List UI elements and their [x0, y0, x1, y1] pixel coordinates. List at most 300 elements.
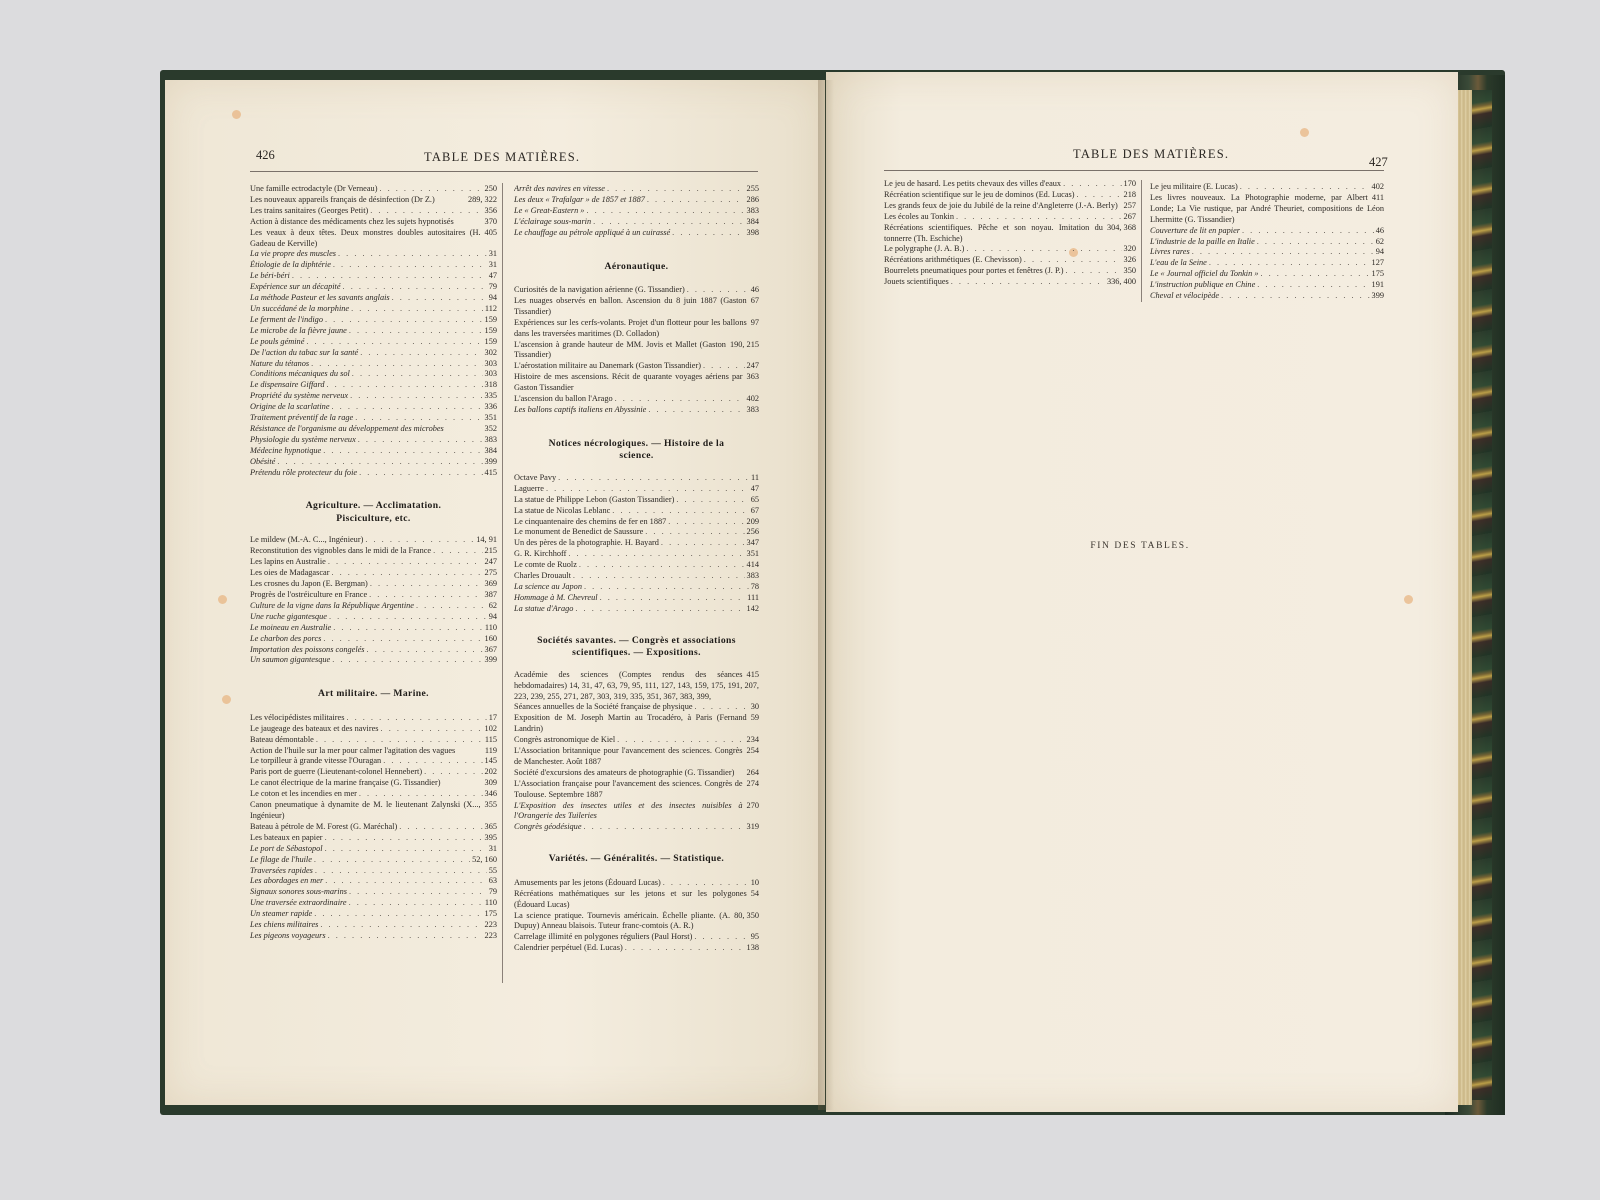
toc-entry-title: Bateau démontable	[250, 734, 314, 744]
toc-entry	[250, 446, 497, 457]
toc-entry-title: Histoire de mes ascensions. Récit de quarante voyages aériens par Gaston Tissandier	[514, 372, 743, 393]
foxing-spot	[232, 110, 241, 119]
toc-entry	[250, 315, 497, 326]
toc-entry-page: 223	[484, 920, 497, 930]
toc-entry	[514, 702, 759, 713]
toc-entry-title: L'Exposition des insectes utiles et des insectes nuisibles à l'Orangerie des Tuileries	[514, 800, 743, 821]
toc-entry-page: 31	[488, 843, 497, 853]
toc-entry-title: Le comte de Ruolz	[514, 560, 577, 570]
dot-leader	[1063, 179, 1121, 190]
toc-entry	[514, 527, 759, 538]
toc-entry	[250, 822, 497, 833]
toc-entry-title: Propriété du système nerveux	[250, 391, 349, 401]
dot-leader	[676, 495, 748, 506]
dot-leader	[315, 866, 487, 877]
toc-entry	[1150, 182, 1384, 193]
toc-entry-page: 384	[746, 216, 759, 226]
toc-entry-title: Jouets scientifiques	[884, 277, 949, 287]
dot-leader	[1240, 182, 1370, 193]
dot-leader	[568, 549, 744, 560]
toc-entry	[514, 889, 759, 911]
dot-leader	[1066, 266, 1122, 277]
toc-entry-title: L'Association française pour l'avancement des sciences. Congrès de Toulouse. Septembre 1887	[514, 778, 743, 799]
toc-entry-page: 415	[746, 669, 759, 679]
toc-entry-title: Les abordages en mer	[250, 876, 324, 886]
toc-entry-page: 127	[1371, 258, 1384, 268]
toc-entry-page: 383	[484, 434, 497, 444]
dot-leader	[355, 413, 482, 424]
toc-entry-page: 267	[1123, 211, 1136, 221]
toc-entry-title: Un steamer rapide	[250, 909, 313, 919]
toc-entry-title: Physiologie du système nerveux	[250, 434, 356, 444]
toc-entry	[514, 184, 759, 195]
toc-entry-page: 415	[484, 467, 497, 477]
toc-entry-title: Les bateaux en papier	[250, 832, 323, 842]
toc-entry	[250, 735, 497, 746]
toc-entry-page: 402	[1371, 182, 1384, 191]
toc-entry-title: L'ascension à grande hauteur de MM. Jovis et Mallet (Gaston Tissandier)	[514, 339, 726, 360]
toc-entry	[250, 228, 497, 250]
toc-entry	[1150, 237, 1384, 248]
toc-list-medicine	[250, 184, 497, 478]
toc-entry-title: Récréations mathématiques sur les jetons et sur les polygones (Édouard Lucas)	[514, 888, 747, 909]
toc-entry-page: 78	[750, 581, 759, 591]
toc-entry-page: 14, 91	[476, 535, 497, 545]
toc-entry	[250, 369, 497, 380]
dot-leader	[316, 735, 483, 746]
toc-entry-title: Les lapins en Australie	[250, 557, 326, 567]
toc-entry-title: Expérience sur un décapité	[250, 282, 341, 292]
toc-entry-title: Étiologie de la diphtérie	[250, 260, 331, 270]
toc-entry	[250, 634, 497, 645]
toc-entry-title: Action à distance des médicaments chez les sujets hypnotisés	[250, 216, 454, 226]
toc-entry-page: 94	[488, 611, 497, 621]
dot-leader	[367, 645, 483, 656]
toc-entry	[250, 931, 497, 942]
toc-entry	[514, 670, 759, 703]
toc-entry	[514, 318, 759, 340]
toc-entry	[250, 546, 497, 557]
toc-entry-title: Le dispensaire Giffard	[250, 380, 325, 390]
dot-leader	[1260, 269, 1369, 280]
dot-leader	[1192, 247, 1374, 258]
toc-entry-page: 395	[484, 832, 497, 842]
dot-leader	[1257, 280, 1369, 291]
toc-entry-title: Les crosnes du Japon (E. Bergman)	[250, 579, 368, 589]
toc-entry-page: 255	[746, 184, 759, 193]
dot-leader	[575, 604, 744, 615]
toc-entry-title: Charles Drouault	[514, 571, 571, 581]
toc-entry-page: 79	[488, 887, 497, 897]
toc-entry-page: 264	[746, 767, 759, 777]
toc-entry-page: 319	[746, 822, 759, 832]
toc-entry	[250, 260, 497, 271]
toc-entry-page: 209	[746, 516, 759, 526]
toc-entry-title: Le chauffage au pétrole appliqué à un cuirassé	[514, 227, 671, 237]
toc-entry-page: 367	[484, 644, 497, 654]
toc-entry-title: De l'action du tabac sur la santé	[250, 347, 359, 357]
toc-entry	[514, 560, 759, 571]
toc-entry-page: 159	[484, 336, 497, 346]
toc-entry-title: Le microbe de la fièvre jaune	[250, 325, 347, 335]
toc-entry-title: Récréation scientifique sur le jeu de dominos (Ed. Lucas)	[884, 189, 1075, 199]
foxing-spot	[1300, 128, 1309, 137]
toc-entry-title: Traitement préventif de la rage	[250, 413, 354, 423]
dot-leader	[672, 228, 744, 239]
toc-entry-page: 145	[484, 756, 497, 766]
toc-entry	[884, 190, 1136, 201]
toc-entry-page: 160	[484, 633, 497, 643]
toc-entry	[514, 593, 759, 604]
toc-entry	[514, 206, 759, 217]
toc-entry-title: Le polygraphe (J. A. B.)	[884, 244, 965, 254]
dot-leader	[365, 535, 474, 546]
toc-entry-title: Le jeu militaire (E. Lucas)	[1150, 182, 1238, 191]
toc-entry-page: 365	[484, 821, 497, 831]
toc-entry-title: Cheval et vélocipède	[1150, 291, 1220, 301]
left-column-1	[250, 184, 497, 942]
toc-entry-page: 47	[488, 271, 497, 281]
toc-entry-title: Une ruche gigantesque	[250, 611, 327, 621]
toc-entry-title: Le cinquantenaire des chemins de fer en 1887	[514, 516, 667, 526]
dot-leader	[695, 702, 749, 713]
toc-entry-title: Origine de la scarlatine	[250, 402, 330, 412]
dot-leader	[694, 932, 748, 943]
toc-entry-title: La science au Japon	[514, 581, 582, 591]
toc-entry-title: Paris port de guerre (Lieutenant-colonel Hennebert)	[250, 767, 423, 777]
dot-leader	[399, 822, 482, 833]
toc-entry-title: Expériences sur les cerfs-volants. Projet d'un flotteur pour les ballons dans les traversées maritimes (D. Colladon)	[514, 317, 747, 338]
toc-entry-title: Un des pères de la photographie. H. Bayard	[514, 538, 659, 548]
toc-entry-title: Un succédané de la morphine	[250, 303, 350, 313]
dot-leader	[607, 184, 745, 195]
toc-entry	[514, 943, 759, 954]
toc-entry-title: Les trains sanitaires (Georges Petit)	[250, 205, 369, 215]
toc-list-societes	[514, 670, 759, 834]
toc-entry	[250, 800, 497, 822]
toc-entry-title: Résistance de l'organisme au développement des microbes	[250, 423, 444, 433]
toc-entry-page: 398	[746, 227, 759, 237]
toc-entry-page: 10	[750, 877, 759, 887]
toc-entry-page: 414	[746, 560, 759, 570]
toc-entry-title: Séances annuelles de la Société française de physique	[514, 702, 693, 712]
dot-leader	[1077, 190, 1122, 201]
dot-leader	[351, 304, 483, 315]
toc-entry-title: Les veaux à deux têtes. Deux monstres doubles autositaires (H. Gadeau de Kerville)	[250, 227, 481, 248]
dot-leader	[329, 612, 487, 623]
toc-entry	[514, 484, 759, 495]
dot-leader	[379, 184, 482, 195]
toc-entry	[514, 878, 759, 889]
toc-entry	[514, 801, 759, 823]
toc-entry	[514, 405, 759, 416]
section-heading-societes: Sociétés savantes. — Congrès et associations scientifiques. — Expositions.	[537, 634, 736, 659]
dot-leader	[593, 217, 744, 228]
toc-entry-page: 67	[750, 295, 759, 305]
toc-entry-page: 286	[746, 194, 759, 204]
toc-entry-title: La science pratique. Tournevis américain. Échelle pliante. (A. Dupuy) Anneau blaisois. Tuteur franc-comtois (A. R.)	[514, 910, 731, 931]
page-edges	[1458, 90, 1472, 1105]
foxing-spot	[222, 695, 231, 704]
toc-entry-page: 335	[484, 391, 497, 401]
toc-entry	[514, 473, 759, 484]
toc-entry	[884, 201, 1136, 212]
toc-entry-page: 59	[750, 713, 759, 723]
left-column-2	[514, 184, 759, 954]
toc-entry-page: 94	[488, 293, 497, 303]
toc-entry-page: 355	[484, 800, 497, 810]
dot-leader	[661, 538, 745, 549]
toc-entry-page: 402	[746, 394, 759, 404]
toc-entry-title: Le jeu de hasard. Les petits chevaux des villes d'eaux	[884, 179, 1062, 188]
toc-entry-title: Reconstitution des vignobles dans le midi de la France	[250, 546, 432, 556]
toc-entry-page: 111	[747, 592, 759, 602]
toc-entry-page: 175	[1371, 269, 1384, 279]
dot-leader	[350, 391, 482, 402]
toc-entry-page: 411	[1371, 192, 1384, 202]
dot-leader	[369, 590, 482, 601]
toc-entry	[250, 435, 497, 446]
toc-list-necrologie	[514, 473, 759, 615]
toc-entry	[250, 612, 497, 623]
toc-entry-page: 256	[746, 527, 759, 537]
toc-entry	[250, 844, 497, 855]
toc-entry-page: 79	[488, 282, 497, 292]
toc-entry-title: Récréations scientifiques. Pêche et son noyau. Imitation du tonnerre (Th. Eschiche)	[884, 222, 1103, 243]
toc-entry-title: Signaux sonores sous-marins	[250, 887, 347, 897]
toc-entry-title: L'eau de la Seine	[1150, 258, 1207, 268]
toc-entry-page: 202	[484, 767, 497, 777]
toc-entry-page: 17	[488, 712, 497, 722]
toc-entry-page: 115	[484, 734, 497, 744]
toc-entry	[514, 506, 759, 517]
dot-leader	[327, 380, 483, 391]
toc-entry-page: 356	[484, 205, 497, 215]
dot-leader	[306, 337, 482, 348]
toc-entry-title: Un saumon gigantesque	[250, 655, 331, 665]
toc-entry-page: 191	[1371, 280, 1384, 290]
toc-entry-title: Nature du tétanos	[250, 358, 310, 368]
toc-entry-title: Arrêt des navires en vitesse	[514, 184, 605, 193]
toc-entry-title: Académie des sciences (Comptes rendus des séances hebdomadaires) 14, 31, 47, 63, 79, 95, 111, 127, 143, 159, 175, 191, 207, 223, 239, 255, 271, 287, 303, 319, 335, 351, 367, 383, 399,	[514, 669, 759, 701]
dot-leader	[325, 833, 483, 844]
toc-entry	[250, 380, 497, 391]
dot-leader	[314, 909, 482, 920]
toc-entry-page: 303	[484, 369, 497, 379]
toc-entry	[1150, 269, 1384, 280]
toc-entry-title: Les grands feux de joie du Jubilé de la reine d'Angleterre (J.-A. Berly)	[884, 200, 1118, 210]
toc-entry-page: 247	[484, 557, 497, 567]
toc-entry-page: 369	[484, 579, 497, 589]
toc-entry-page: 52, 160	[472, 854, 497, 864]
toc-entry	[514, 217, 759, 228]
toc-entry-title: Les écoles au Tonkin	[884, 211, 955, 221]
toc-entry	[250, 457, 497, 468]
toc-entry-title: Récréations arithmétiques (E. Chevisson)	[884, 255, 1022, 265]
left-page-number: 426	[256, 148, 275, 162]
toc-entry-title: Les ballons captifs italiens en Abyssinie	[514, 405, 647, 414]
toc-entry-page: 223	[484, 930, 497, 940]
toc-entry	[250, 724, 497, 735]
toc-entry-page: 55	[488, 865, 497, 875]
toc-entry-page: 94	[1375, 247, 1384, 257]
toc-entry	[1150, 258, 1384, 269]
toc-entry	[250, 579, 497, 590]
toc-entry-page: 351	[746, 549, 759, 559]
end-of-tables-note: FIN DES TABLES.	[1090, 541, 1190, 551]
toc-entry-title: G. R. Kirchhoff	[514, 549, 567, 559]
toc-entry-page: 318	[484, 380, 497, 390]
toc-entry-page: 234	[746, 735, 759, 745]
toc-entry	[514, 517, 759, 528]
dot-leader	[352, 369, 483, 380]
dot-leader	[333, 623, 483, 634]
toc-entry-title: Le charbon des porcs	[250, 633, 322, 643]
left-head-rule	[250, 171, 758, 172]
toc-entry	[1150, 247, 1384, 258]
toc-entry	[884, 244, 1136, 255]
toc-entry	[250, 282, 497, 293]
dot-leader	[558, 473, 749, 484]
right-running-head: TABLE DES MATIÈRES.	[1073, 147, 1230, 161]
toc-entry-title: Obésité	[250, 456, 276, 466]
toc-entry-title: Les chiens militaires	[250, 920, 319, 930]
toc-entry	[250, 293, 497, 304]
toc-entry-title: L'éclairage sous-marin	[514, 216, 592, 226]
toc-entry-title: Bateau à pétrole de M. Forest (G. Maréchal)	[250, 821, 398, 831]
toc-entry-page: 350	[1123, 266, 1136, 276]
toc-entry-page: 347	[746, 538, 759, 548]
right-column-rule	[1141, 180, 1142, 302]
toc-entry-page: 352	[484, 423, 497, 433]
toc-entry-page: 275	[484, 568, 497, 578]
toc-entry-title: Importation des poissons congelés	[250, 644, 365, 654]
toc-entry-title: Les deux « Trafalgar » de 1857 et 1887	[514, 194, 645, 204]
toc-entry-page: 336	[484, 402, 497, 412]
toc-entry-title: Les vélocipédistes militaires	[250, 712, 345, 722]
toc-entry-page: 65	[750, 494, 759, 504]
toc-entry-title: Les livres nouveaux. La Photographie moderne, par Albert Londe; La Vie rustique, par André Theuriet, compositions de Léon Lhermitte (G. Tissandier)	[1150, 192, 1384, 224]
toc-entry	[514, 549, 759, 560]
toc-entry	[884, 179, 1136, 190]
dot-leader	[360, 348, 482, 359]
section-heading-aeronautique: Aéronautique.	[604, 260, 669, 272]
dot-leader	[320, 920, 482, 931]
dot-leader	[586, 206, 744, 217]
dot-leader	[612, 506, 748, 517]
toc-entry-page: 320	[1123, 244, 1136, 254]
toc-entry-page: 405	[484, 227, 497, 237]
toc-entry-title: Médecine hypnotique	[250, 445, 322, 455]
right-column-1	[884, 179, 1136, 288]
toc-entry-page: 67	[750, 505, 759, 515]
dot-leader	[573, 571, 745, 582]
dot-leader	[292, 271, 487, 282]
dot-leader	[668, 517, 744, 528]
dot-leader	[424, 767, 482, 778]
toc-entry	[514, 228, 759, 239]
dot-leader	[1242, 226, 1374, 237]
dot-leader	[314, 855, 470, 866]
section-heading-militaire: Art militaire. — Marine.	[318, 688, 429, 700]
toc-entry-title: Le coton et les incendies en mer	[250, 789, 357, 799]
toc-entry	[514, 361, 759, 372]
dot-leader	[703, 361, 745, 372]
toc-entry-page: 97	[750, 317, 759, 327]
toc-entry-title: Société d'excursions des amateurs de photographie (G. Tissandier)	[514, 767, 735, 777]
toc-entry	[514, 822, 759, 833]
toc-entry-title: Calendrier perpétuel (Ed. Lucas)	[514, 943, 623, 953]
toc-entry	[250, 789, 497, 800]
toc-entry-title: Une famille ectrodactyle (Dr Verneau)	[250, 184, 378, 193]
toc-entry-title: Carrelage illimité en polygones réguliers (Paul Horst)	[514, 932, 693, 942]
dot-leader	[323, 446, 482, 457]
toc-entry	[250, 876, 497, 887]
toc-entry-page: 303	[484, 358, 497, 368]
section-heading-varietes: Variétés. — Généralités. — Statistique.	[548, 853, 725, 865]
toc-entry	[250, 568, 497, 579]
toc-entry	[250, 304, 497, 315]
toc-entry	[250, 756, 497, 767]
toc-entry	[514, 571, 759, 582]
toc-entry-page: 175	[484, 909, 497, 919]
toc-entry	[250, 535, 497, 546]
dot-leader	[349, 887, 487, 898]
section-heading-agriculture: Agriculture. — Acclimatation. Pisciculture, etc.	[305, 500, 442, 524]
dot-leader	[584, 582, 749, 593]
toc-entry-page: 363	[746, 372, 759, 382]
toc-entry-title: Traversées rapides	[250, 865, 313, 875]
toc-entry	[514, 582, 759, 593]
toc-entry-page: 270	[746, 800, 759, 810]
toc-entry-title: Les oies de Madagascar	[250, 568, 330, 578]
toc-entry-title: Le jaugeage des bateaux et des navires	[250, 723, 379, 733]
toc-entry-page: 142	[746, 603, 759, 613]
toc-entry	[884, 277, 1136, 288]
toc-entry	[250, 326, 497, 337]
toc-entry-title: La statue de Philippe Lebon (Gaston Tissandier)	[514, 494, 675, 504]
toc-entry-page: 31	[488, 260, 497, 270]
dot-leader	[323, 634, 482, 645]
right-column-2	[1150, 182, 1384, 302]
toc-entry-page: 383	[746, 405, 759, 414]
toc-entry	[514, 394, 759, 405]
dot-leader	[338, 249, 487, 260]
toc-entry	[250, 855, 497, 866]
toc-entry	[250, 348, 497, 359]
toc-entry-page: 138	[746, 943, 759, 953]
toc-entry-page: 351	[484, 413, 497, 423]
toc-entry-page: 62	[1375, 236, 1384, 246]
toc-entry	[514, 713, 759, 735]
dot-leader	[359, 468, 482, 479]
toc-list-right-2	[1150, 182, 1384, 302]
dot-leader	[647, 195, 745, 206]
toc-entry	[514, 746, 759, 768]
toc-entry-page: 119	[484, 745, 497, 755]
toc-entry	[250, 909, 497, 920]
toc-entry-title: Culture de la vigne dans la République Argentine	[250, 600, 414, 610]
toc-entry	[250, 337, 497, 348]
toc-entry-page: 274	[746, 778, 759, 788]
toc-entry-page: 218	[1123, 189, 1136, 199]
toc-entry	[250, 898, 497, 909]
toc-entry	[514, 735, 759, 746]
toc-entry-title: Exposition de M. Joseph Martin au Trocadéro, à Paris (Fernand Landrin)	[514, 713, 747, 734]
toc-entry	[250, 767, 497, 778]
dot-leader	[579, 560, 745, 571]
toc-entry	[250, 887, 497, 898]
